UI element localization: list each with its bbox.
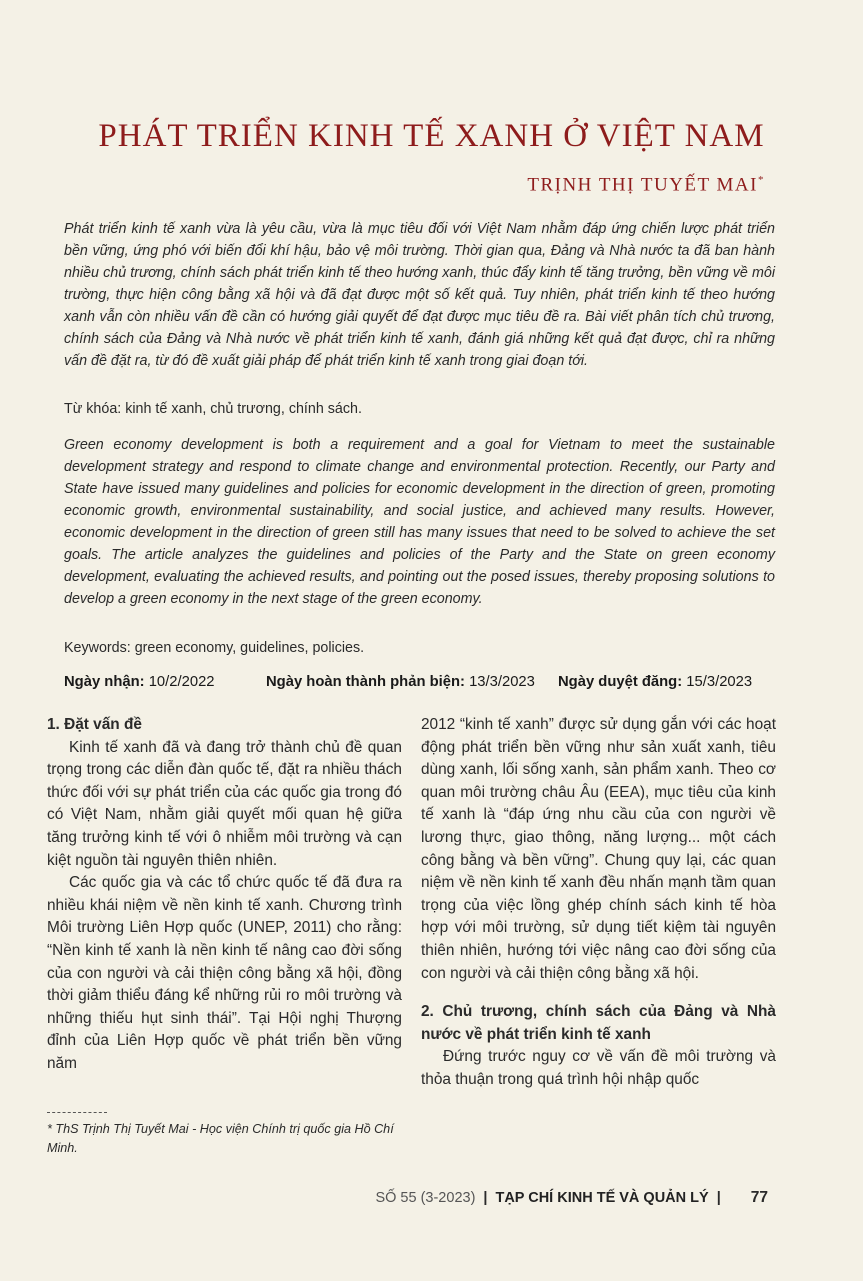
review-value: 13/3/2023	[469, 674, 535, 690]
accepted-date	[558, 674, 752, 690]
review-date	[266, 674, 535, 690]
page-number: 77	[750, 1189, 768, 1206]
article-title: PHÁT TRIỂN KINH TẾ XANH Ở VIỆT NAM	[98, 118, 765, 154]
accepted-label: Ngày duyệt đăng:	[558, 674, 683, 690]
author-name	[527, 174, 765, 196]
section-1-paragraph-3: 2012 “kinh tế xanh” được sử dụng gắn với các hoạt động phát triển bền vững như sản xuất xanh, tiêu dùng xanh, lối sống xanh, sản phẩm xanh. Theo cơ quan môi trường châu Âu (EEA), mục tiêu của kinh tế xanh là “đáp ứng nhu cầu của con người về lương thực, giao thông, năng lượng... một cách công bằng và bền vững”. Chung quy lại, các quan niệm về nền kinh tế xanh đều nhấn mạnh tầm quan trọng của việc lồng ghép chính sách kinh tế hòa hợp với môi trường, sử dụng tiết kiệm tài nguyên thiên nhiên, hướng tới việc nâng cao đời sống của con người và cải thiện công bằng xã hội.	[421, 716, 776, 982]
body-column-left	[47, 714, 402, 1076]
author-name-text: TRỊNH THỊ TUYẾT MAI	[527, 174, 758, 196]
abstract-vietnamese: Phát triển kinh tế xanh vừa là yêu cầu, vừa là mục tiêu đối với Việt Nam nhằm đáp ứng chiến lược phát triển bền vững, ứng phó với biến đổi khí hậu, bảo vệ môi trường. Thời gian qua, Đảng và Nhà nước ta đã ban hành nhiều chủ trương, chính sách phát triển kinh tế theo hướng xanh, thúc đẩy kinh tế tăng trưởng, bền vững về môi trường, thực hiện công bằng xã hội và đã đạt được một số kết quả. Tuy nhiên, phát triển kinh tế theo hướng xanh vẫn còn nhiều vấn đề cần có hướng giải quyết để đạt được mục tiêu đề ra. Bài viết phân tích chủ trương, chính sách của Đảng và Nhà nước về phát triển kinh tế xanh, đánh giá những kết quả đạt được, chỉ ra những vấn đề đặt ra, từ đó đề xuất giải pháp để phát triển kinh tế xanh trong giai đoạn tới.	[64, 221, 775, 369]
received-label: Ngày nhận:	[64, 674, 145, 690]
footer-separator-2: |	[716, 1190, 721, 1206]
section-1-heading: 1. Đặt vấn đề	[47, 716, 142, 733]
section-2-heading: 2. Chủ trương, chính sách của Đảng và Nhà nước về phát triển kinh tế xanh	[421, 1003, 776, 1043]
footnote-divider	[47, 1112, 107, 1113]
accepted-value: 15/3/2023	[686, 674, 753, 690]
footer-separator: |	[483, 1190, 488, 1206]
section-2-paragraph-1: Đứng trước nguy cơ về vấn đề môi trường và thỏa thuận trong quá trình hội nhập quốc	[421, 1048, 776, 1088]
section-1-paragraph-1: Kinh tế xanh đã và đang trở thành chủ đề quan trọng trong các diễn đàn quốc tế, đặt ra nhiều thách thức đối với sự phát triển của các quốc gia trong đó có Việt Nam, nhằm giải quyết mối quan hệ giữa tăng trưởng kinh tế với ô nhiễm môi trường và cạn kiệt nguồn tài nguyên thiên nhiên.	[47, 738, 402, 869]
author-footnote-mark: *	[758, 174, 765, 186]
keywords-english: Keywords: green economy, guidelines, policies.	[64, 640, 365, 656]
received-date	[64, 674, 215, 690]
abstract-english: Green economy development is both a requirement and a goal for Vietnam to meet the sustainable development strategy and respond to climate change and environmental protection. Recently, our Party and State have issued many guidelines and policies for economic development in the direction of green, promoting economic growth, environmental sustainability, and social justice, and achieved many results. However, economic development in the direction of green still has many issues that need to be solved to achieve the set goals. The article analyzes the guidelines and policies of the Party and the State on green economy development, evaluating the achieved results, and pointing out the posed issues, thereby proposing solutions to develop a green economy in the next stage of the green economy.	[64, 437, 775, 607]
body-column-right	[421, 714, 776, 1092]
issue-number: SỐ 55 (3-2023)	[375, 1190, 476, 1206]
page-footer	[375, 1189, 768, 1207]
section-1-paragraph-2: Các quốc gia và các tổ chức quốc tế đã đưa ra nhiều khái niệm về nền kinh tế xanh. Chương trình Môi trường Liên Hợp quốc (UNEP, 2011) cho rằng: “Nền kinh tế xanh là nền kinh tế nâng cao đời sống của con người và cải thiện công bằng xã hội, đồng thời giảm thiểu đáng kể những rủi ro môi trường và những thiếu hụt sinh thái”. Tại Hội nghị Thượng đỉnh của Liên Hợp quốc về phát triển bền vững năm	[47, 874, 402, 1072]
received-value: 10/2/2022	[148, 674, 215, 690]
review-label: Ngày hoàn thành phản biện:	[266, 674, 465, 690]
author-footnote: * ThS Trịnh Thị Tuyết Mai - Học viện Chính trị quốc gia Hồ Chí Minh.	[47, 1122, 394, 1155]
keywords-vietnamese: Từ khóa: kinh tế xanh, chủ trương, chính sách.	[64, 401, 362, 417]
journal-name: TẠP CHÍ KINH TẾ VÀ QUẢN LÝ	[495, 1190, 709, 1206]
